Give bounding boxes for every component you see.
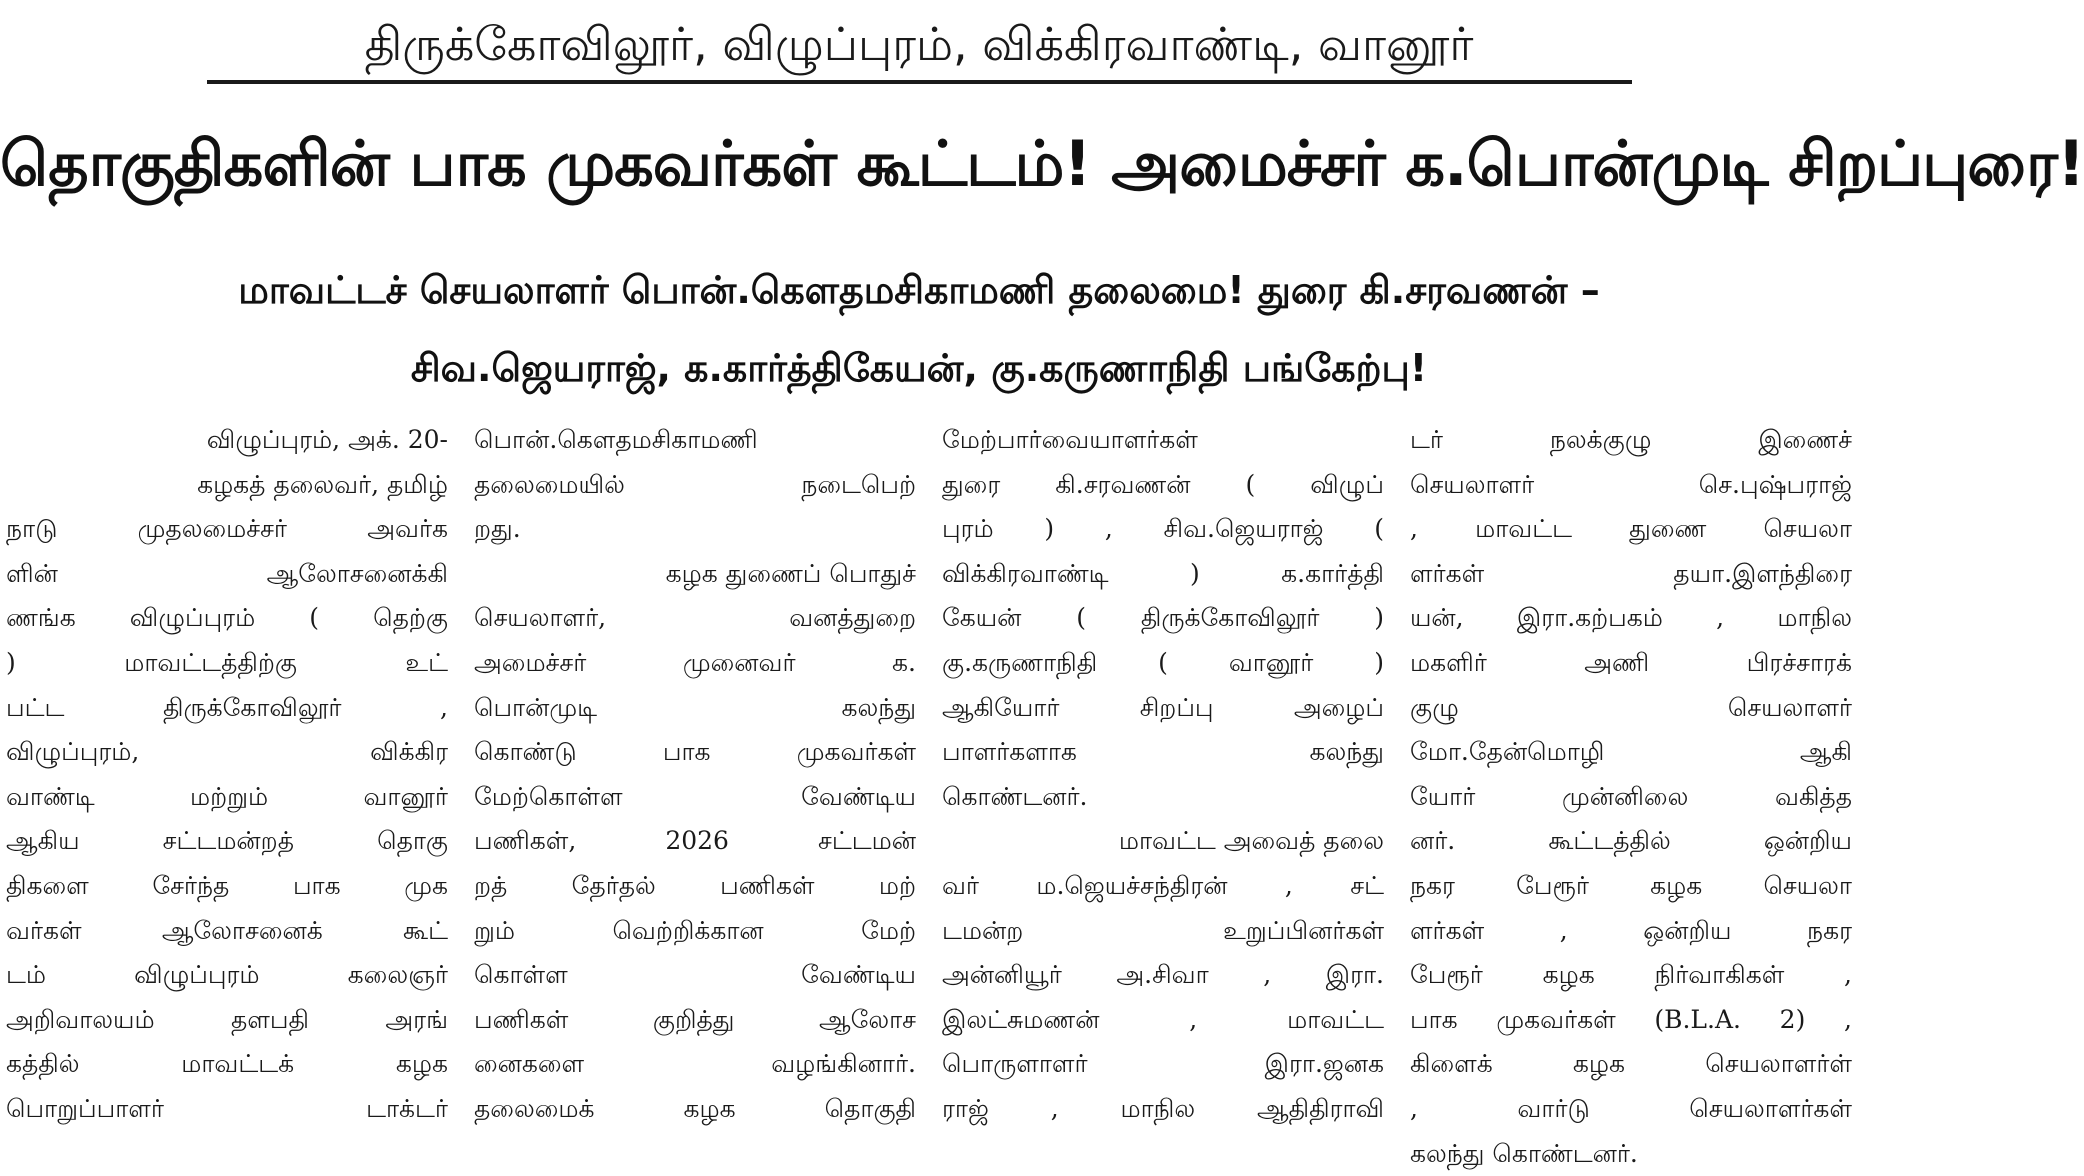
body-line: குழு செயலாளர்	[1410, 686, 1852, 731]
body-line: டமன்ற உறுப்பினர்கள்	[942, 909, 1384, 954]
body-line: கழக துணைப் பொதுச்	[474, 552, 916, 597]
body-line: ராஜ் , மாநில ஆதிதிராவி	[942, 1087, 1384, 1132]
body-line: கேயன் ( திருக்கோவிலூர் )	[942, 596, 1384, 641]
article-column-4	[1410, 418, 1852, 1176]
body-line: மேற்கொள்ள வேண்டிய	[474, 775, 916, 820]
body-line: தலைமையில் நடைபெற்	[474, 463, 916, 508]
body-line: றது.	[474, 507, 916, 552]
article-body	[6, 418, 1832, 1108]
body-line: பேரூர் கழக நிர்வாகிகள் ,	[1410, 953, 1852, 998]
body-line: னர். கூட்டத்தில் ஒன்றிய	[1410, 819, 1852, 864]
body-line: , வார்டு செயலாளர்கள்	[1410, 1087, 1852, 1132]
body-line: இலட்சுமணன் , மாவட்ட	[942, 998, 1384, 1043]
body-line: செயலாளர், வனத்துறை	[474, 596, 916, 641]
body-line: ஆகிய சட்டமன்றத் தொகு	[6, 819, 448, 864]
body-line: அமைச்சர் முனைவர் க.	[474, 641, 916, 686]
body-line: கலந்து கொண்டனர்.	[1410, 1132, 1852, 1176]
body-line: நாடு முதலமைச்சர் அவர்க	[6, 507, 448, 552]
body-line: மாவட்ட அவைத் தலை	[942, 819, 1384, 864]
body-line: வர் ம.ஜெயச்சந்திரன் , சட்	[942, 864, 1384, 909]
body-line: பொன்.கௌதமசிகாமணி	[474, 418, 916, 463]
body-line: யோர் முன்னிலை வகித்த	[1410, 775, 1852, 820]
article-column-1	[6, 418, 448, 1132]
body-line: ளர்கள் , ஒன்றிய நகர	[1410, 909, 1852, 954]
body-line: மேற்பார்வையாளர்கள்	[942, 418, 1384, 463]
body-line: பாக முகவர்கள் (B.L.A. 2) ,	[1410, 998, 1852, 1043]
body-line: கொண்டு பாக முகவர்கள்	[474, 730, 916, 775]
body-line: நகர பேரூர் கழக செயலா	[1410, 864, 1852, 909]
body-line: ளர்கள் தயா.இளந்திரை	[1410, 552, 1852, 597]
body-line: கொள்ள வேண்டிய	[474, 953, 916, 998]
body-line: றத் தேர்தல் பணிகள் மற்	[474, 864, 916, 909]
body-line: டர் நலக்குழு இணைச்	[1410, 418, 1852, 463]
body-line: தலைமைக் கழக தொகுதி	[474, 1087, 916, 1132]
body-line: விழுப்புரம், விக்கிர	[6, 730, 448, 775]
body-line: திகளை சேர்ந்த பாக முக	[6, 864, 448, 909]
body-line: பொன்முடி கலந்து	[474, 686, 916, 731]
kicker-constituencies: திருக்கோவிலூர், விழுப்புரம், விக்கிரவாண்டி, வானூர்	[0, 14, 1838, 74]
body-line: வாண்டி மற்றும் வானூர்	[6, 775, 448, 820]
body-line: , மாவட்ட துணை செயலா	[1410, 507, 1852, 552]
body-line: னைகளை வழங்கினார்.	[474, 1042, 916, 1087]
body-line: கு.கருணாநிதி ( வானூர் )	[942, 641, 1384, 686]
body-line: ஆகியோர் சிறப்பு அழைப்	[942, 686, 1384, 731]
body-line: அன்னியூர் அ.சிவா , இரா.	[942, 953, 1384, 998]
headline: தொகுதிகளின் பாக முகவர்கள் கூட்டம்! அமைச்சர் க.பொன்முடி சிறப்புரை!	[0, 118, 1838, 210]
body-line: மகளிர் அணி பிரச்சாரக்	[1410, 641, 1852, 686]
body-line: விக்கிரவாண்டி ) க.கார்த்தி	[942, 552, 1384, 597]
body-line: ) மாவட்டத்திற்கு உட்	[6, 641, 448, 686]
body-line: பொருளாளர் இரா.ஜனக	[942, 1042, 1384, 1087]
body-line: கிளைக் கழக செயலாளர்ள்	[1410, 1042, 1852, 1087]
body-line: பட்ட திருக்கோவிலூர் ,	[6, 686, 448, 731]
subhead-line-1: மாவட்டச் செயலாளர் பொன்.கௌதமசிகாமணி தலைமை! துரை கி.சரவணன் –	[0, 262, 1838, 318]
body-line: கொண்டனர்.	[942, 775, 1384, 820]
body-line: புரம் ) , சிவ.ஜெயராஜ் (	[942, 507, 1384, 552]
body-line: பொறுப்பாளர் டாக்டர்	[6, 1087, 448, 1132]
body-line: கழகத் தலைவர், தமிழ்	[6, 463, 448, 508]
body-line: வர்கள் ஆலோசனைக் கூட்	[6, 909, 448, 954]
article-column-2	[474, 418, 916, 1132]
body-line: விழுப்புரம், அக். 20-	[6, 418, 448, 463]
body-line: றும் வெற்றிக்கான மேற்	[474, 909, 916, 954]
kicker-underline	[207, 80, 1632, 84]
body-line: ளின் ஆலோசனைக்கி	[6, 552, 448, 597]
body-line: ணங்க விழுப்புரம் ( தெற்கு	[6, 596, 448, 641]
body-line: கத்தில் மாவட்டக் கழக	[6, 1042, 448, 1087]
body-line: அறிவாலயம் தளபதி அரங்	[6, 998, 448, 1043]
body-line: பணிகள் குறித்து ஆலோச	[474, 998, 916, 1043]
body-line: பாளர்களாக கலந்து	[942, 730, 1384, 775]
body-line: துரை கி.சரவணன் ( விழுப்	[942, 463, 1384, 508]
body-line: மோ.தேன்மொழி ஆகி	[1410, 730, 1852, 775]
body-line: பணிகள், 2026 சட்டமன்	[474, 819, 916, 864]
body-line: செயலாளர் செ.புஷ்பராஜ்	[1410, 463, 1852, 508]
body-line: யன், இரா.கற்பகம் , மாநில	[1410, 596, 1852, 641]
subhead-line-2: சிவ.ஜெயராஜ், க.கார்த்திகேயன், கு.கருணாநிதி பங்கேற்பு!	[0, 340, 1838, 396]
article-column-3	[942, 418, 1384, 1132]
body-line: டம் விழுப்புரம் கலைஞர்	[6, 953, 448, 998]
